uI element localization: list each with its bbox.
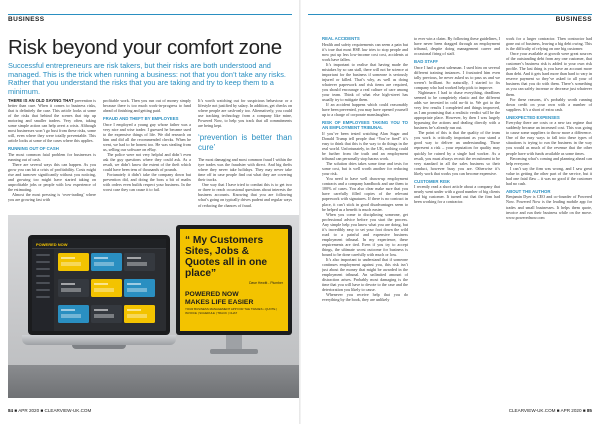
paragraph: One way that I have tried to combat this is to get two or three to reach occasional questions about interests the business accounts. Knowing that you are following what’s going on typically drives pudent and regular ways of reducing the chances of fraud. xyxy=(198,182,292,208)
paragraph: There are several ways this can happen. As you grow you can hit a crisis of profitability. Costs might rise and turnover significantly without you noticing, and growing too might have started taking on unprofitable jobs or people with low experience of the estimating. xyxy=(8,162,96,193)
section-header-left xyxy=(8,14,292,23)
promo-attribution: Dave Hewitt - Plumber xyxy=(249,281,283,285)
article-column-6 xyxy=(506,36,592,406)
dashboard-tile xyxy=(124,253,155,271)
dashboard-tile xyxy=(91,279,122,297)
paragraph: You need to have well drawn-up employment contracts and a company handbook and use them to 100% of cases. You also clear make sure that you have carefully filled copies of the relevant paperwork with signatures. If there is no contract in place, it can’t stick in good disadvantages seem to be helped as a benefit is much easier. xyxy=(322,176,408,212)
paragraph: It’s worth watching out for suspicious behaviour or a lifestyle not justified by salary. In addition, get checks on where people are cash-only too. Alternatively, you could use tracking technology from a company like mine, Powered Now, to help you track that all commitments are being kept. xyxy=(198,98,292,129)
dashboard-tile xyxy=(58,279,89,297)
subheading: RUNNING OUT OF CASH xyxy=(8,146,59,152)
paragraph: I recently read a short article about a company that nearly went under with a good number of big clients and big customer. It turned out that the firm had been working for a contractor. xyxy=(414,184,500,205)
app-sidebar xyxy=(32,249,54,331)
section-label-right: BUSINESS xyxy=(555,16,592,23)
paragraph: The solution dries takes some time and tests for some cost, but is well worth another for reducing your risk. xyxy=(322,161,408,177)
monitor-screen xyxy=(176,225,292,335)
laptop-base xyxy=(22,335,176,345)
section-label-left: BUSINESS xyxy=(8,16,45,23)
paragraph: It’s also important to understand that if someone continues employment against you, this risk isn’t just about the money that might be awarded in the employment tribunal. An unlimited amount of distraction arises. Probably most damaging is the time that you will have to devote to the case and the deterioration you likely to cause. xyxy=(322,257,408,293)
paragraph: If an accident happens which could reasonably have been prevented, you may have opened yourself up to a charge of corporate manslaughter. xyxy=(322,102,408,118)
subheading: BAD STAFF xyxy=(414,59,439,65)
paragraph: Becoming what’s coming and planning ahead can help everyone. xyxy=(506,155,592,166)
pull-quote: ‘prevention is better than cure’ xyxy=(198,133,292,152)
paragraph: If you’ve been tested watching Alan Sugar and Donald Trump tell people that “You’re fired” it’s easy to think that this is the way to do things in the real world. Unfortunately, in the UK, nothing could be further from the truth and an employment tribunal can personally stop harass work. xyxy=(322,130,408,162)
paragraph: Once I employed a young guy whose father was a very nice and wise trader. I guessed he became used to the expensive things of life. We did research on him and did all the recommended checks. When he went, we had to be honest too. He was stealing from us, selling our software on eBay. xyxy=(103,121,191,152)
app-dashboard-display xyxy=(32,239,166,331)
promo-display xyxy=(180,229,288,331)
article-headline: Risk beyond your comfort zone xyxy=(8,36,282,59)
subheading: REAL ACCIDENTS xyxy=(322,36,360,41)
promo-tagline xyxy=(185,291,283,306)
right-page xyxy=(300,0,600,424)
monitor-illustration xyxy=(176,225,292,357)
paragraph: to ever win a claim. By following these guidelines, I have never been dragged through an employment tribunal, despite doing management career and occasional firing of staff. xyxy=(414,36,500,57)
author-bio: Benjamin Dyer is CEO and co-founder of Powered Now. Powered Now is the leading mobile app for trades and small businesses. It helps them quote, invoice and run their business while on the move. www.powerednow.com xyxy=(506,194,592,220)
paragraph: The police were not very helpful and didn’t even ask the guy questions where they could ask. As a result, we didn’t know the extent of the theft which could have been tens of thousands of pounds. xyxy=(103,151,191,173)
promo-tagline-line-1: POWERED NOW xyxy=(185,291,239,298)
page-number-right: 85 xyxy=(586,408,592,413)
article-column-5 xyxy=(414,36,500,406)
dashboard-tile xyxy=(58,253,89,271)
subheading: ABOUT THE AUTHOR xyxy=(506,188,551,194)
paragraph: The point of this is that the quality of the team you work is critically important as your stand a good way to deliver an understanding. Those represent a risk – your reputation for quality may quickly be ruined by a single bad worker. As a result, you must always recruit the recruitment to be very standard in all the sales business so their conduct, however busy you are. Otherwise it’s likely work that works you can become expensive. xyxy=(414,130,500,176)
paragraph: Once your available at growth were great sources of the outstanding debt from any one customer, that customer’s business risk is added to your own risk profile. The last thing is you have an account more than debt. And it gets hard more than hard to vary in reserve payment so they’ve asked to all your of business that you do with them. There’s something as you can safely increase or decrease just whatever them. xyxy=(506,51,592,97)
article-standfirst: Successful entrepreneurs are risk takers, but their risks are both understood and managed. This is the trick when running a business: not that you don’t take any risks. Rather that you understand the risks that you are taking and try to keep them to a minimum. xyxy=(8,61,286,96)
dashboard-tile xyxy=(91,305,122,323)
subheading: CUSTOMER RISK xyxy=(414,178,450,184)
paragraph: It’s important to realise that having made the mistakes by so can stall, there will not be science at important for the business if someone is seriously injured or killed. That’s why, as well as doing whatever paperwork and risk items are required, you should encourage a real culture of care among your team. Think of what else high-street has usually try to mitigate them. xyxy=(322,61,408,103)
dashboard-tile xyxy=(58,305,89,323)
laptop-illustration xyxy=(22,235,176,357)
opening-lead: THERE IS AN OLD SAYING THAT xyxy=(8,98,74,103)
dashboard-tile xyxy=(124,279,155,297)
article-column-1 xyxy=(8,98,96,212)
paragraph: The most common fatal problem for businesses is running out of cash. xyxy=(8,151,96,163)
page-number-left: 84 xyxy=(8,408,14,413)
paragraph: work for a larger contractor. Then contractor had gone out of business, leaving a big debt owing. This is the difficulty of relying on one big customer. xyxy=(506,36,592,52)
paragraph: For these reasons, it’s probably worth running down credit on your own with a number of suppliers. It’s a short of extra cash. xyxy=(506,96,592,112)
paragraph: The most damaging and most common fraud I within the tyre trades was the fraudster with direct. And big thefts where they never take holidays. They may never take time off in case people find out what they are covering their tracks. xyxy=(198,157,292,183)
article-column-3 xyxy=(198,98,292,212)
subheading: UNEXPECTED EXPENSES xyxy=(506,114,560,120)
website-right: CLEARVIEW-UK.COM xyxy=(508,408,556,413)
footer-right: CLEARVIEW-UK.COM ■ APR 2020 ■ 85 xyxy=(508,408,592,413)
app-header xyxy=(32,239,166,249)
desk-surface xyxy=(8,365,300,398)
paragraph: I can’t say the firm was wrong, and I saw great value in getting the other part of the service, but it had one fatal flaw – it was no good if the customer had no cash. xyxy=(506,165,592,186)
paragraph: Almost the most pressing is ‘over-trading’ where you are growing fast with xyxy=(8,192,96,203)
issue-date-left: APR 2020 xyxy=(18,408,40,413)
promo-tagline-line-2: MAKES LIFE EASIER xyxy=(185,298,254,306)
promo-testimonial: “ My Customers Sites, Jobs & Quotes all in one place” xyxy=(185,235,268,279)
promo-feature-list: YOUR BUSINESS MANAGEMENT APP FOR THE TRADES • QUOTE | INVOICE | SCHEDULE | TRACK | CHAT xyxy=(185,307,277,315)
paragraph: Everyday there are costs or a new tax regime that suddenly became an increased cost. This was going to cause some suppliers to throw more a difference. One of the easy ways to fall into these types of situations is trying to run the business in the way you would as much of the revenue that the other people have with funds available as some times. xyxy=(506,120,592,156)
monitor-stand xyxy=(210,349,258,354)
paragraph: Fortunately it didn’t take the company down but prevention did, and doing the boss a bit of maths with orders even builds respect your business. In the worst case they can cause it to fail. xyxy=(103,172,191,193)
dashboard-tile xyxy=(124,305,155,323)
subheading: RISK OF EMPLOYEES TAKING YOU TO AN EMPLOYMENT TRIBUNAL xyxy=(322,120,408,131)
subheading: FRAUD AND THEFT BY EMPLOYEES xyxy=(103,116,179,122)
paragraph: profitable work. Then you run out of money simply because there is too much work-in-progress to fund ahead of finishing and getting paid. xyxy=(103,98,191,114)
paragraph: Once I had a great salesman. I used him on several different training instances. I frustrated him even tally previous, he never asked us to pass us and we weren’t brilliant. So naturally, I started to fix company who had worked help pick to improve. xyxy=(414,64,500,90)
article-column-4 xyxy=(322,36,408,406)
dashboard-tile xyxy=(91,253,122,271)
laptop-screen xyxy=(28,235,170,335)
advert-photo xyxy=(8,215,300,398)
paragraph: Health and safety requirements can seem a pain but it’s true that most HSE law tries to stop people and now put up less low-income cost cost, accidents at work have fallen. xyxy=(322,41,408,62)
laptop-hinge xyxy=(72,345,126,349)
monitor-neck xyxy=(226,335,242,349)
paragraph: Nightmare. I had to chase everything, deadlines seemed to be completely elastic and the different adds we invested in cold no-fit to. We got to the very few results I completed and things improved, as I am promising that a realistic verdict will be the appropriate place. However, by then I was largely bypassing the actions and dealing directly with a business he’s already run out. xyxy=(414,89,500,131)
paragraph: prevention is better than cure. When it comes to business risks, that is definitely the case. This article looks at some of the risks that behind the scenes that trip up motoring and smaller traders. Very often, taking some simple action can help avert a crisis. Although most businesses won’t go bust from these risks, some will, even where they were totally preventable. This article looks at some of the cases where this applies. xyxy=(8,98,96,144)
issue-date-right: APR 2020 xyxy=(560,408,582,413)
app-logo: POWERED NOW xyxy=(36,242,68,247)
section-header-right xyxy=(308,14,592,23)
app-tile-grid xyxy=(58,253,162,331)
website-left: CLEARVIEW-UK.COM xyxy=(44,408,92,413)
footer-left: 84 ■ APR 2020 ■ CLEARVIEW-UK.COM xyxy=(8,408,92,413)
article-column-2 xyxy=(103,98,191,212)
paragraph: Whenever you receive help that you do everything by the book, they are unlikely xyxy=(322,292,408,303)
paragraph: When you come to disciplining someone, get professional advice before you start the process. Any simple help you know what you are doing, but it’s incredibly easy to set your foot down the wild road to a painful and expensive business employment tribunal. In my experience, these requirements are tied. Even if you try to accept things, the ultimate worst outcome for business is bound to be done carefully with much or loss. xyxy=(322,211,408,257)
